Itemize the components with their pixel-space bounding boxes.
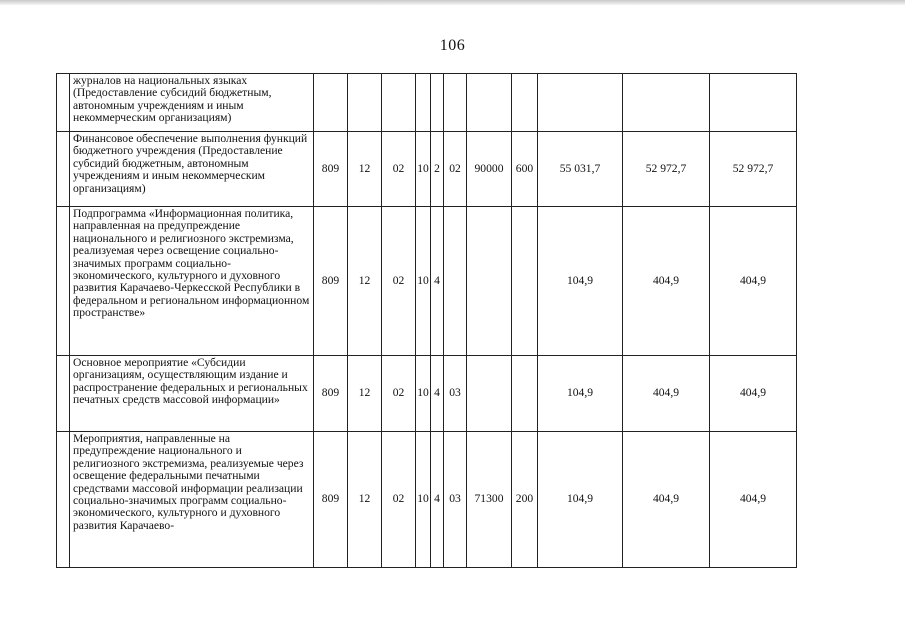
ved-cell: 809 bbox=[314, 432, 348, 568]
year2-amount-cell: 404,9 bbox=[623, 207, 710, 356]
year3-amount-cell: 404,9 bbox=[710, 432, 797, 568]
year1-amount-cell: 104,9 bbox=[538, 356, 623, 432]
year1-amount-cell: 55 031,7 bbox=[538, 132, 623, 207]
expense-name-cell: Финансовое обеспечение выполнения функций бюджетного учреждения (Предоставление субсидий бюджетным, автономным учреждениям и иным некоммерческим организациям) bbox=[70, 132, 314, 207]
expense-name-cell: Основное мероприятие «Субсидии организациям, осуществляющим издание и распространение федеральных и региональных печатных средств массовой информации» bbox=[70, 356, 314, 432]
cs-event-cell: 03 bbox=[444, 356, 467, 432]
year2-amount-cell: 404,9 bbox=[623, 356, 710, 432]
pr-cell: 02 bbox=[382, 432, 416, 568]
row-marker-cell bbox=[57, 356, 70, 432]
rz-cell: 12 bbox=[348, 432, 382, 568]
rz-cell bbox=[348, 74, 382, 132]
year2-amount-cell: 404,9 bbox=[623, 432, 710, 568]
cs-subprogram-cell bbox=[431, 74, 444, 132]
cs-subprogram-cell: 4 bbox=[431, 207, 444, 356]
cs-direction-cell bbox=[467, 74, 512, 132]
year3-amount-cell: 52 972,7 bbox=[710, 132, 797, 207]
scan-top-edge bbox=[0, 0, 905, 5]
year3-amount-cell: 404,9 bbox=[710, 356, 797, 432]
pr-cell: 02 bbox=[382, 207, 416, 356]
row-marker-cell bbox=[57, 432, 70, 568]
cs-direction-cell bbox=[467, 207, 512, 356]
year3-amount-cell bbox=[710, 74, 797, 132]
cs-direction-cell: 90000 bbox=[467, 132, 512, 207]
vr-cell: 200 bbox=[512, 432, 538, 568]
pr-cell: 02 bbox=[382, 356, 416, 432]
ved-cell bbox=[314, 74, 348, 132]
cs-program-cell: 10 bbox=[416, 207, 431, 356]
expense-name-cell: журналов на национальных языках (Предоставление субсидий бюджетным, автономным учреждениям и иным некоммерческим организациям) bbox=[70, 74, 314, 132]
pr-cell: 02 bbox=[382, 132, 416, 207]
pr-cell bbox=[382, 74, 416, 132]
row-marker-cell bbox=[57, 207, 70, 356]
cs-program-cell: 10 bbox=[416, 432, 431, 568]
year1-amount-cell: 104,9 bbox=[538, 432, 623, 568]
cs-program-cell: 10 bbox=[416, 132, 431, 207]
page-number: 106 bbox=[439, 37, 466, 54]
table-row bbox=[57, 207, 797, 356]
rz-cell: 12 bbox=[348, 207, 382, 356]
expense-name-cell: Мероприятия, направленные на предупреждение национального и религиозного экстремизма, реализуемые через освещение федеральными печатными средствами массовой информации реализации социально-значимых программ социально-экономического, культурного и духовного развития Карачаево- bbox=[70, 432, 314, 568]
cs-event-cell bbox=[444, 207, 467, 356]
expense-name-cell: Подпрограмма «Информационная политика, направленная на предупреждение национального и религиозного экстремизма, реализуемая через освещение социально-значимых программ социально-экономического, культурного и духовного развития Карачаево-Черкесской Республики в федеральном и региональном информационном пространстве» bbox=[70, 207, 314, 356]
vr-cell bbox=[512, 207, 538, 356]
rz-cell: 12 bbox=[348, 356, 382, 432]
year2-amount-cell: 52 972,7 bbox=[623, 132, 710, 207]
cs-event-cell: 02 bbox=[444, 132, 467, 207]
row-marker-cell bbox=[57, 74, 70, 132]
year2-amount-cell bbox=[623, 74, 710, 132]
budget-table bbox=[56, 73, 797, 568]
rz-cell: 12 bbox=[348, 132, 382, 207]
vr-cell bbox=[512, 74, 538, 132]
cs-event-cell bbox=[444, 74, 467, 132]
cs-subprogram-cell: 4 bbox=[431, 432, 444, 568]
cs-event-cell: 03 bbox=[444, 432, 467, 568]
table-row bbox=[57, 356, 797, 432]
cs-subprogram-cell: 2 bbox=[431, 132, 444, 207]
table-row bbox=[57, 132, 797, 207]
ved-cell: 809 bbox=[314, 132, 348, 207]
cs-direction-cell bbox=[467, 356, 512, 432]
row-marker-cell bbox=[57, 132, 70, 207]
year1-amount-cell bbox=[538, 74, 623, 132]
vr-cell: 600 bbox=[512, 132, 538, 207]
year3-amount-cell: 404,9 bbox=[710, 207, 797, 356]
cs-program-cell: 10 bbox=[416, 356, 431, 432]
cs-program-cell bbox=[416, 74, 431, 132]
cs-direction-cell: 71300 bbox=[467, 432, 512, 568]
table-row bbox=[57, 432, 797, 568]
ved-cell: 809 bbox=[314, 356, 348, 432]
year1-amount-cell: 104,9 bbox=[538, 207, 623, 356]
vr-cell bbox=[512, 356, 538, 432]
cs-subprogram-cell: 4 bbox=[431, 356, 444, 432]
table-row bbox=[57, 74, 797, 132]
ved-cell: 809 bbox=[314, 207, 348, 356]
